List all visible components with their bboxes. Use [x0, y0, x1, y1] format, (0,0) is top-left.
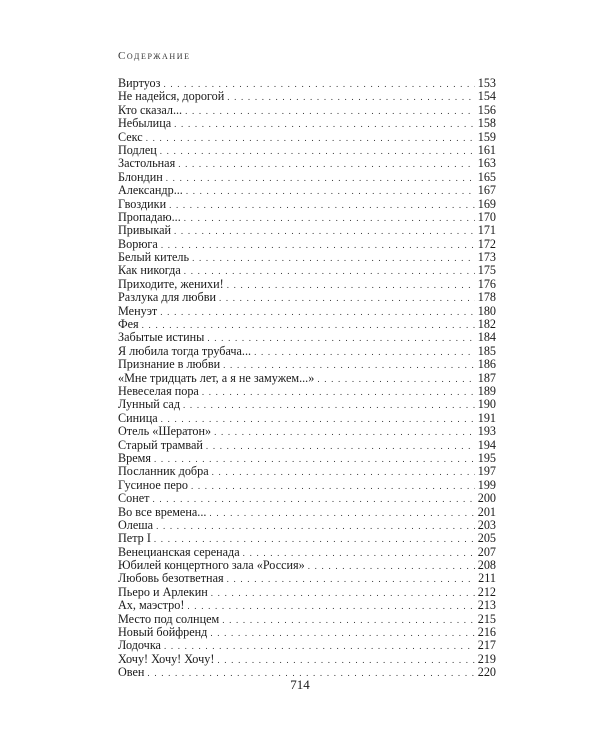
toc-entry-page: 212: [477, 584, 496, 599]
toc-entry-title: Фея: [118, 317, 139, 332]
toc-entry-title: Сонет: [118, 491, 150, 506]
toc-entry-title: Любовь безответная: [118, 571, 224, 586]
toc-entry: [118, 439, 496, 452]
toc-entry-page: 158: [477, 116, 496, 131]
toc-entry-page: 201: [477, 504, 496, 519]
toc-entry: [118, 519, 496, 532]
toc-entry-title: Хочу! Хочу! Хочу!: [118, 651, 215, 666]
toc-entry-title: Лодочка: [118, 638, 161, 653]
toc-entry-page: 176: [477, 276, 496, 291]
toc-entry-page: 191: [477, 410, 496, 425]
toc-entry: [118, 77, 496, 90]
toc-entry-page: 193: [477, 424, 496, 439]
toc-entry: [118, 318, 496, 331]
dot-leader: [191, 480, 475, 493]
toc-entry-page: 199: [477, 477, 496, 492]
toc-entry-title: Разлука для любви: [118, 290, 216, 305]
toc-entry-page: 182: [477, 317, 496, 332]
dot-leader: [184, 212, 475, 225]
toc-entry: [118, 184, 496, 197]
toc-entry-title: Пропадаю...: [118, 209, 181, 224]
toc-entry-title: Кто сказал...: [118, 102, 183, 117]
toc-entry-title: Приходите, женихи!: [118, 276, 224, 291]
toc-entry-title: Я любила тогда трубача...: [118, 343, 252, 358]
toc-entry-title: Не надейся, дорогой: [118, 89, 225, 104]
toc-entry-page: 167: [477, 183, 496, 198]
toc-entry-page: 205: [477, 531, 496, 546]
toc-entry-page: 217: [477, 638, 496, 653]
dot-leader: [222, 614, 475, 627]
dot-leader: [161, 239, 475, 252]
toc-entry: [118, 479, 496, 492]
dot-leader: [187, 600, 475, 613]
dot-leader: [166, 172, 475, 185]
dot-leader: [160, 145, 475, 158]
toc-entry-page: 220: [477, 665, 496, 680]
page-number: 714: [290, 677, 310, 692]
toc-entry: [118, 398, 496, 411]
toc-entry: [118, 492, 496, 505]
dot-leader: [212, 466, 475, 479]
toc-entry-title: Менуэт: [118, 303, 158, 318]
toc-entry-title: Александр...: [118, 183, 183, 198]
toc-entry-page: 195: [477, 450, 496, 465]
toc-entry-page: 194: [477, 437, 496, 452]
toc-entry-page: 153: [477, 76, 496, 90]
toc-entry: [118, 117, 496, 130]
toc-entry: [118, 586, 496, 599]
toc-entry-page: 170: [477, 209, 496, 224]
toc-entry: [118, 171, 496, 184]
toc-entry-title: Секс: [118, 129, 143, 144]
toc-entry-title: Синица: [118, 410, 158, 425]
dot-leader: [217, 654, 475, 667]
toc-entry-title: Время: [118, 450, 151, 465]
toc-entry-page: 173: [477, 250, 496, 265]
toc-entry-title: Невеселая пора: [118, 383, 199, 398]
toc-entry-page: 219: [477, 651, 496, 666]
toc-entry: [118, 385, 496, 398]
dot-leader: [186, 185, 475, 198]
toc-entry-page: 213: [477, 598, 496, 613]
toc-entry: [118, 211, 496, 224]
toc-entry-title: Лунный сад: [118, 397, 181, 412]
dot-leader: [219, 292, 475, 305]
toc-entry-title: Олеша: [118, 517, 154, 532]
toc-entry: [118, 331, 496, 344]
toc-entry: [118, 345, 496, 358]
toc-entry-page: 172: [477, 236, 496, 251]
dot-leader: [178, 158, 475, 171]
dot-leader: [169, 199, 475, 212]
dot-leader: [192, 252, 475, 265]
toc-entry-title: Посланник добра: [118, 464, 209, 479]
toc-entry: [118, 305, 496, 318]
dot-leader: [156, 520, 475, 533]
toc-entry: [118, 465, 496, 478]
toc-entry: [118, 372, 496, 385]
toc-entry-page: 197: [477, 464, 496, 479]
toc-entry-title: Место под солнцем: [118, 611, 220, 626]
dot-leader: [211, 587, 475, 600]
toc-entry-page: 211: [478, 571, 496, 586]
dot-leader: [160, 306, 475, 319]
dot-leader: [308, 560, 475, 573]
toc-entry: [118, 157, 496, 170]
toc-entry-page: 216: [477, 625, 496, 640]
dot-leader: [146, 132, 475, 145]
toc-entry-page: 203: [477, 517, 496, 532]
toc-entry-page: 154: [477, 89, 496, 104]
toc-entry-title: Ворюга: [118, 236, 158, 251]
toc-entry-title: Во все времена...: [118, 504, 207, 519]
toc-entry-page: 165: [477, 169, 496, 184]
toc-entry-title: Ах, маэстро!: [118, 598, 185, 613]
toc-entry: [118, 238, 496, 251]
toc-entry: [118, 639, 496, 652]
toc-entry-title: Подлец: [118, 142, 157, 157]
toc-entry-title: Застольная: [118, 156, 176, 171]
toc-entry-title: Небылица: [118, 116, 172, 131]
toc-entry: [118, 104, 496, 117]
toc-entry: [118, 572, 496, 585]
dot-leader: [183, 399, 475, 412]
toc-entry-page: 190: [477, 397, 496, 412]
dot-leader: [227, 279, 475, 292]
toc-entry-page: 180: [477, 303, 496, 318]
toc-entry: [118, 224, 496, 237]
toc-entry: [118, 452, 496, 465]
toc-entry: [118, 358, 496, 371]
dot-leader: [214, 426, 475, 439]
toc-entry-title: Петр I: [118, 531, 151, 546]
dot-leader: [184, 265, 475, 278]
toc-entry-page: 178: [477, 290, 496, 305]
dot-leader: [174, 118, 475, 131]
toc-entry: [118, 626, 496, 639]
toc-entry-page: 208: [477, 558, 496, 573]
toc-entry-title: Старый трамвай: [118, 437, 203, 452]
toc-entry: [118, 131, 496, 144]
toc-entry: [118, 198, 496, 211]
toc-entry-page: 184: [477, 330, 496, 345]
toc-entry-title: Забытые истины: [118, 330, 205, 345]
toc-entry-title: «Мне тридцать лет, а я не замужем...»: [118, 370, 315, 385]
toc-entry-title: Юбилей концертного зала «Россия»: [118, 558, 305, 573]
toc-entry: [118, 546, 496, 559]
toc-entry-title: Признание в любви: [118, 357, 221, 372]
toc-entry-page: 175: [477, 263, 496, 278]
dot-leader: [317, 373, 475, 386]
toc-entry: [118, 264, 496, 277]
toc-entry: [118, 291, 496, 304]
dot-leader: [209, 507, 475, 520]
toc-entry-page: 207: [477, 544, 496, 559]
toc-entry-page: 171: [477, 223, 496, 238]
dot-leader: [185, 105, 475, 118]
toc-entry-title: Белый китель: [118, 250, 190, 265]
toc-entry-title: Виртуоз: [118, 76, 161, 90]
toc-entry-page: 215: [477, 611, 496, 626]
toc-entry-title: Привыкай: [118, 223, 172, 238]
toc-entry: [118, 90, 496, 103]
toc-entry: [118, 251, 496, 264]
toc-entry-title: Новый бойфренд: [118, 625, 208, 640]
dot-leader: [202, 386, 475, 399]
toc-entry: [118, 278, 496, 291]
toc-entry-title: Гусиное перо: [118, 477, 188, 492]
table-of-contents: [118, 77, 496, 680]
dot-leader: [227, 573, 475, 586]
toc-entry-title: Как никогда: [118, 263, 181, 278]
toc-entry-page: 189: [477, 383, 496, 398]
toc-entry-title: Блондин: [118, 169, 163, 184]
running-head: Содержание: [118, 50, 191, 62]
dot-leader: [210, 627, 475, 640]
toc-entry-title: Отель «Шератон»: [118, 424, 212, 439]
toc-entry-page: 161: [477, 142, 496, 157]
toc-entry: [118, 559, 496, 572]
dot-leader: [174, 225, 475, 238]
toc-entry-title: Пьеро и Арлекин: [118, 584, 208, 599]
toc-entry: [118, 144, 496, 157]
toc-entry-page: 156: [477, 102, 496, 117]
toc-entry: [118, 599, 496, 612]
toc-entry-page: 186: [477, 357, 496, 372]
toc-entry-page: 169: [477, 196, 496, 211]
toc-entry-title: Венецианская серенада: [118, 544, 240, 559]
toc-entry: [118, 425, 496, 438]
toc-entry-page: 185: [477, 343, 496, 358]
toc-entry: [118, 506, 496, 519]
toc-entry-page: 163: [477, 156, 496, 171]
toc-entry-page: 159: [477, 129, 496, 144]
toc-entry: [118, 613, 496, 626]
toc-entry-title: Гвоздики: [118, 196, 167, 211]
dot-leader: [227, 91, 475, 104]
toc-entry: [118, 412, 496, 425]
toc-entry-page: 187: [477, 370, 496, 385]
toc-entry-page: 200: [477, 491, 496, 506]
dot-leader: [206, 440, 475, 453]
toc-entry: [118, 653, 496, 666]
dot-leader: [254, 346, 475, 359]
toc-entry: [118, 532, 496, 545]
toc-entry-title: Овен: [118, 665, 145, 680]
